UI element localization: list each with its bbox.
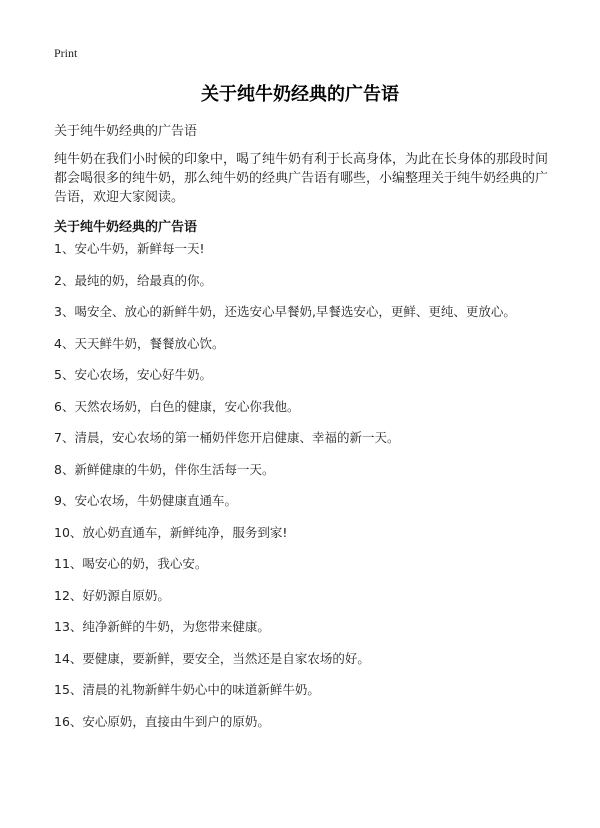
list-item: 1、安心牛奶，新鲜每一天! [54, 241, 205, 256]
section-heading: 关于纯牛奶经典的广告语 [54, 220, 198, 235]
list-item: 8、新鲜健康的牛奶，伴你生活每一天。 [54, 461, 275, 477]
list-item: 9、安心农场，牛奶健康直通车。 [54, 493, 237, 508]
list-item: 3、喝安全、放心的新鲜牛奶，还选安心早餐奶,早餐选安心，更鲜、更纯、更放心。 [54, 304, 516, 319]
list-item: 16、安心原奶，直接由牛到户的原奶。 [54, 713, 270, 729]
list-item: 10、放心奶直通车，新鲜纯净，服务到家! [54, 524, 288, 540]
list-item: 6、天然农场奶，白色的健康，安心你我他。 [54, 398, 300, 414]
slogan-list [54, 240, 554, 744]
list-item: 5、安心农场，安心好牛奶。 [54, 367, 212, 382]
page-title: 关于纯牛奶经典的广告语 [201, 84, 399, 105]
list-item: 2、最纯的奶，给最真的你。 [54, 272, 212, 288]
intro-paragraph: 纯牛奶在我们小时候的印象中，喝了纯牛奶有利于长高身体，为此在长身体的那段时间都会喝很多的纯牛奶，那么纯牛奶的经典广告语有哪些，小编整理关于纯牛奶经典的广告语，欢迎大家阅读。 [54, 152, 549, 205]
subtitle: 关于纯牛奶经典的广告语 [54, 124, 198, 139]
list-item: 11、喝安心的奶，我心安。 [54, 556, 208, 571]
list-item: 15、清晨的礼物新鲜牛奶心中的味道新鲜牛奶。 [54, 682, 320, 697]
list-item: 13、纯净新鲜的牛奶，为您带来健康。 [54, 619, 270, 634]
list-item: 12、好奶源自原奶。 [54, 587, 170, 603]
print-link[interactable]: Print [54, 46, 78, 60]
list-item: 4、天天鲜牛奶，餐餐放心饮。 [54, 335, 225, 351]
list-item: 7、清晨，安心农场的第一桶奶伴您开启健康、幸福的新一天。 [54, 430, 400, 445]
list-item: 14、要健康，要新鲜，要安全，当然还是自家农场的好。 [54, 650, 370, 666]
